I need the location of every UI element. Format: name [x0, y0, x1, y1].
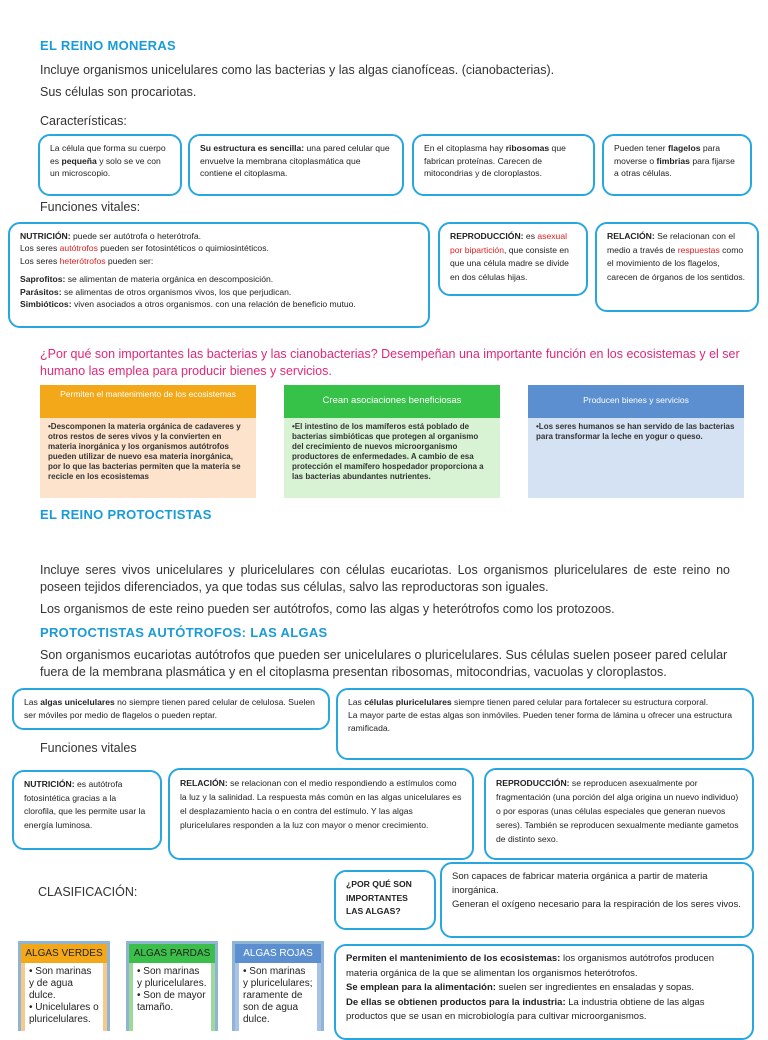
list-item: • Son marinas y de agua dulce.: [29, 966, 92, 1001]
nutrition-box: NUTRICIÓN: puede ser autótrofa o heterótrofa. Los seres autótrofos pueden ser fotosintéticos o quimiosintéticos. Los seres heterótrofos pueden ser: Saprofitos: se alimentan de materia orgánica en descomposición. Parásitos: se alimentas de otros organismos vivos, los que perjudican. Simbióticos: viven asociados a otros organismos. con una relación de beneficio mutuo.: [8, 222, 430, 328]
panel-associations-head: Crean asociaciones beneficiosas: [284, 385, 500, 418]
panel-associations: [284, 385, 500, 498]
algae-green-list: [25, 963, 103, 1033]
moneras-intro-2: Sus células son procariotas.: [40, 85, 197, 99]
algae-col-red: [232, 941, 324, 1031]
algae-brown-head: ALGAS PARDAS: [129, 944, 215, 963]
algae-red-list: [239, 963, 317, 1033]
algas-paragraph: Son organismos eucariotas autótrofos que pueden ser unicelulares o pluricelulares. Sus células suelen poseer pared celular fuera de la membrana plasmática y en el citoplasma presentan ribosomas, mitocondrias, vacuolas y cloroplastos.: [40, 648, 728, 679]
algas-funciones-label: Funciones vitales: [40, 741, 137, 755]
list-item: • Unicelulares o pluricelulares.: [29, 1002, 99, 1025]
char-box-ribosomes: En el citoplasma hay ribosomas que fabrican proteínas. Carecen de mitocondrias y de cloroplastos.: [412, 134, 595, 196]
algae-green-head: ALGAS VERDES: [21, 944, 107, 963]
char-box-structure: Su estructura es sencilla: una pared celular que envuelve la membrana citoplasmática que contiene el citoplasma.: [188, 134, 404, 196]
protoctistas-title: EL REINO PROTOCTISTAS: [40, 507, 212, 522]
panel-goods: [528, 385, 744, 498]
algae-importance-box: Permiten el mantenimiento de los ecosistemas: los organismos autótrofos producen materia orgánica de la que se alimentan los organismos heterótrofos. Se emplean para la alimentación: suelen ser ingredientes en ensaladas y sopas. De ellas se obtienen productos para la industria: La industria obtiene de las algas productos que se usan en microbiología para cultivar microorganismos.: [334, 944, 754, 1040]
panel-ecosystems-body: •Descomponen la materia orgánica de cadaveres y otros restos de seres vivos y la convierten en materia inorgánica y los organismos autótrofos pueden utilizar de nuevo esa materia inorgánica, por lo que las bacterias permiten que la materia se recicle en los ecosistemas: [48, 422, 241, 481]
char-box-size: La célula que forma su cuerpo es pequeña y solo se ve con un microscopio.: [38, 134, 182, 196]
multicellular-algae-box: Las células pluricelulares siempre tienen pared celular para fortalecer su estructura corporal. La mayor parte de estas algas son inmóviles. Pueden tener forma de lámina u ofrecer una estructura ramificada.: [336, 688, 754, 760]
algae-relation-box: RELACIÓN: se relacionan con el medio respondiendo a estímulos como la luz y la salinidad. La respuesta más común en las algas unicelulares es el desplazamiento hacia o en contra del estímulo. Y las algas pluricelulares responden a la luz con mayor o menor crecimiento.: [168, 768, 474, 860]
list-item: • Son marinas y pluricelulares; raramente de son de agua dulce.: [243, 966, 313, 1025]
protoctistas-p1: Incluye seres vivos unicelulares y pluricelulares con células eucariotas. Los organismos pluricelulares de este reino no poseen tejidos diferenciados, ya que todas sus células, salvo las reproductoras son iguales.: [40, 563, 730, 594]
algae-red-head: ALGAS ROJAS: [235, 944, 321, 963]
clasificacion-label: CLASIFICACIÓN:: [38, 885, 138, 899]
importance-question: ¿Por qué son importantes las bacterias y las cianobacterias? Desempeñan una importante función en los ecosistemas y el ser humano las emplea para producir bienes y servicios.: [40, 347, 740, 378]
list-item: • Son de mayor tamaño.: [137, 990, 206, 1013]
algae-reproduction-box: REPRODUCCIÓN: se reproducen asexualmente por fragmentación (una porción del alga origina un nuevo individuo) o por esporas (unas células especiales que generan nuevos seres). También se reproducen sexualmente mediante gametos de distinto sexo.: [484, 768, 754, 860]
panel-goods-body: •Los seres humanos se han servido de las bacterias para transformar la leche en yogur o queso.: [536, 422, 735, 441]
caracteristicas-label: Características:: [40, 114, 127, 128]
panel-ecosystems: [40, 385, 256, 498]
list-item: • Son marinas y pluricelulares.: [137, 966, 207, 989]
panel-associations-body: •El intestino de los mamíferos está poblado de bacterias simbióticas que protegen al organismo del crecimiento de nuevos microorganismo productores de enfermedades. A cambio de esa protección el mamífero hospedador proporciona a las bacterias abundantes nutrientes.: [292, 422, 484, 481]
panel-ecosystems-head: Permiten el mantenimiento de los ecosistemas: [40, 385, 256, 418]
char-box-flagella: Pueden tener flagelos para moverse o fimbrias para fijarse a otras células.: [602, 134, 752, 196]
why-algae-answer-box: Son capaces de fabricar materia orgánica a partir de materia inorgánica. Generan el oxígeno necesario para la respiración de los seres vivos.: [440, 862, 754, 938]
relation-box: RELACIÓN: Se relacionan con el medio a través de respuestas como el movimiento de los flagelos, carecen de órganos de los sentidos.: [595, 222, 759, 312]
protoctistas-p2: Los organismos de este reino pueden ser autótrofos, como las algas y heterótrofos como los protozoos.: [40, 602, 615, 616]
moneras-title: EL REINO MONERAS: [40, 38, 177, 53]
unicellular-algae-box: Las algas unicelulares no siempre tienen pared celular de celulosa. Suelen ser móviles por medio de flagelos o pueden reptar.: [12, 688, 330, 730]
reproduction-box: REPRODUCCIÓN: es asexual por bipartición, que consiste en que una célula madre se divide en dos células hijas.: [438, 222, 588, 296]
algae-brown-list: [133, 963, 211, 1033]
algae-nutrition-box: NUTRICIÓN: es autótrofa fotosintética gracias a la clorofila, que les permite usar la energía luminosa.: [12, 770, 162, 850]
panel-goods-head: Producen bienes y servicios: [528, 385, 744, 418]
algae-col-brown: [126, 941, 218, 1031]
algae-col-green: [18, 941, 110, 1031]
algas-title: PROTOCTISTAS AUTÓTROFOS: LAS ALGAS: [40, 625, 328, 640]
why-algae-box: ¿POR QUÉ SON IMPORTANTES LAS ALGAS?: [334, 870, 436, 930]
moneras-intro-1: Incluye organismos unicelulares como las bacterias y las algas cianofíceas. (cianobacterias).: [40, 63, 555, 77]
funciones-label: Funciones vitales:: [40, 200, 141, 214]
